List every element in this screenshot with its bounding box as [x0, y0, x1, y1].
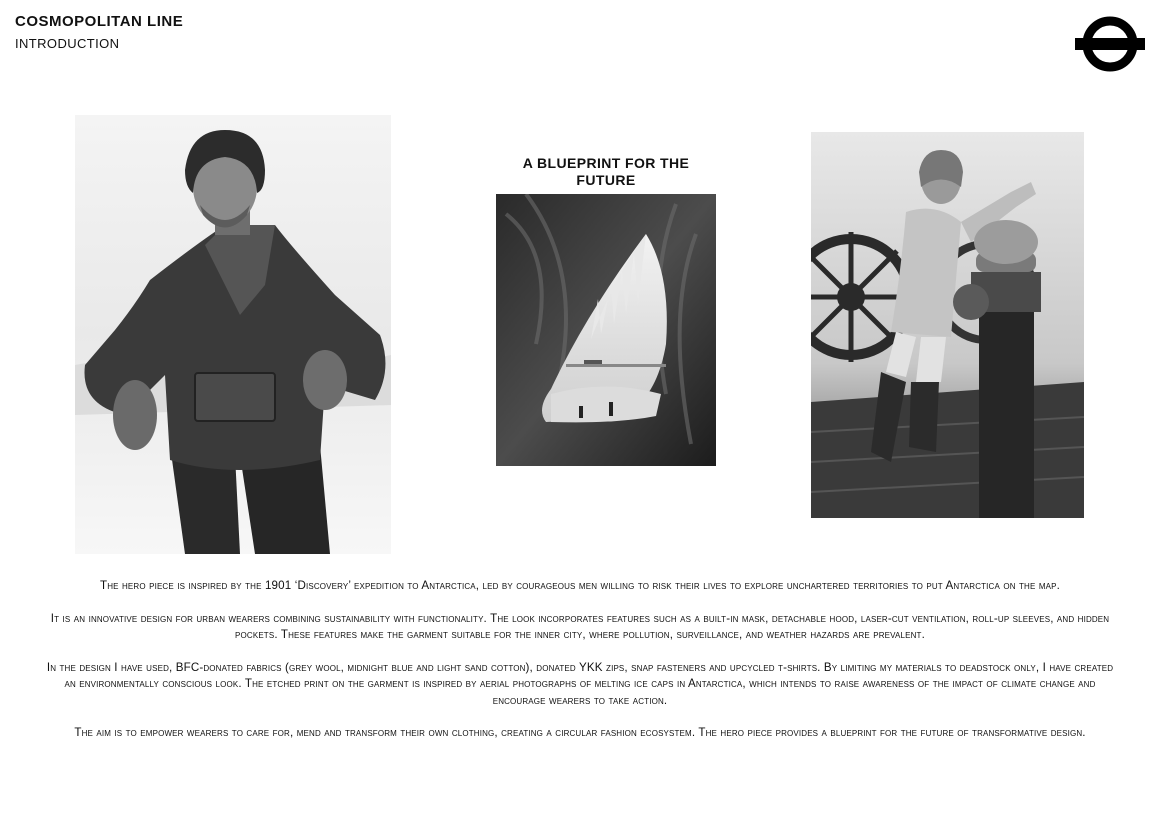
page-subtitle: INTRODUCTION: [15, 36, 120, 51]
paragraph: The hero piece is inspired by the 1901 ‘Discovery’ expedition to Antarctica, led by courageous men willing to risk their lives to explore unchartered territories to put Antarctica on the map.: [99, 579, 1060, 592]
paragraph: The aim is to empower wearers to care for, mend and transform their own clothing, creating a circular fashion ecosystem. The hero piece provides a blueprint for the future of transformative design.: [74, 726, 1086, 739]
page-title: COSMOPOLITAN LINE: [15, 13, 184, 30]
roundel-icon: [1075, 14, 1145, 74]
explorer-portrait-photo: [75, 115, 391, 554]
ship-wheel-photo: [811, 132, 1084, 518]
paragraph: It is an innovative design for urban wearers combining sustainability with functionality. The look incorporates features such as a built-in mask, detachable hood, laser-cut ventilation, roll-up sleeves, and hidden pockets. These features make the garment suitable for the inner city, where pollution, surveillance, and weather hazards are prevalent.: [50, 611, 1110, 641]
page-header: [15, 13, 183, 51]
paragraph: In the design I have used, BFC-donated fabrics (grey wool, midnight blue and light sand cotton), donated YKK zips, snap fasteners and upcycled t-shirts. By limiting my materials to deadstock only, I have created an environmentally conscious look. The etched print on the garment is inspired by aerial photographs of melting ice caps in Antarctica, which intends to raise awareness of the impact of climate change and encourage wearers to take action.: [46, 660, 1114, 707]
body-text: [40, 578, 1120, 758]
center-heading: A BLUEPRINT FOR THE FUTURE: [522, 155, 690, 188]
ice-cave-photo: [496, 194, 716, 466]
